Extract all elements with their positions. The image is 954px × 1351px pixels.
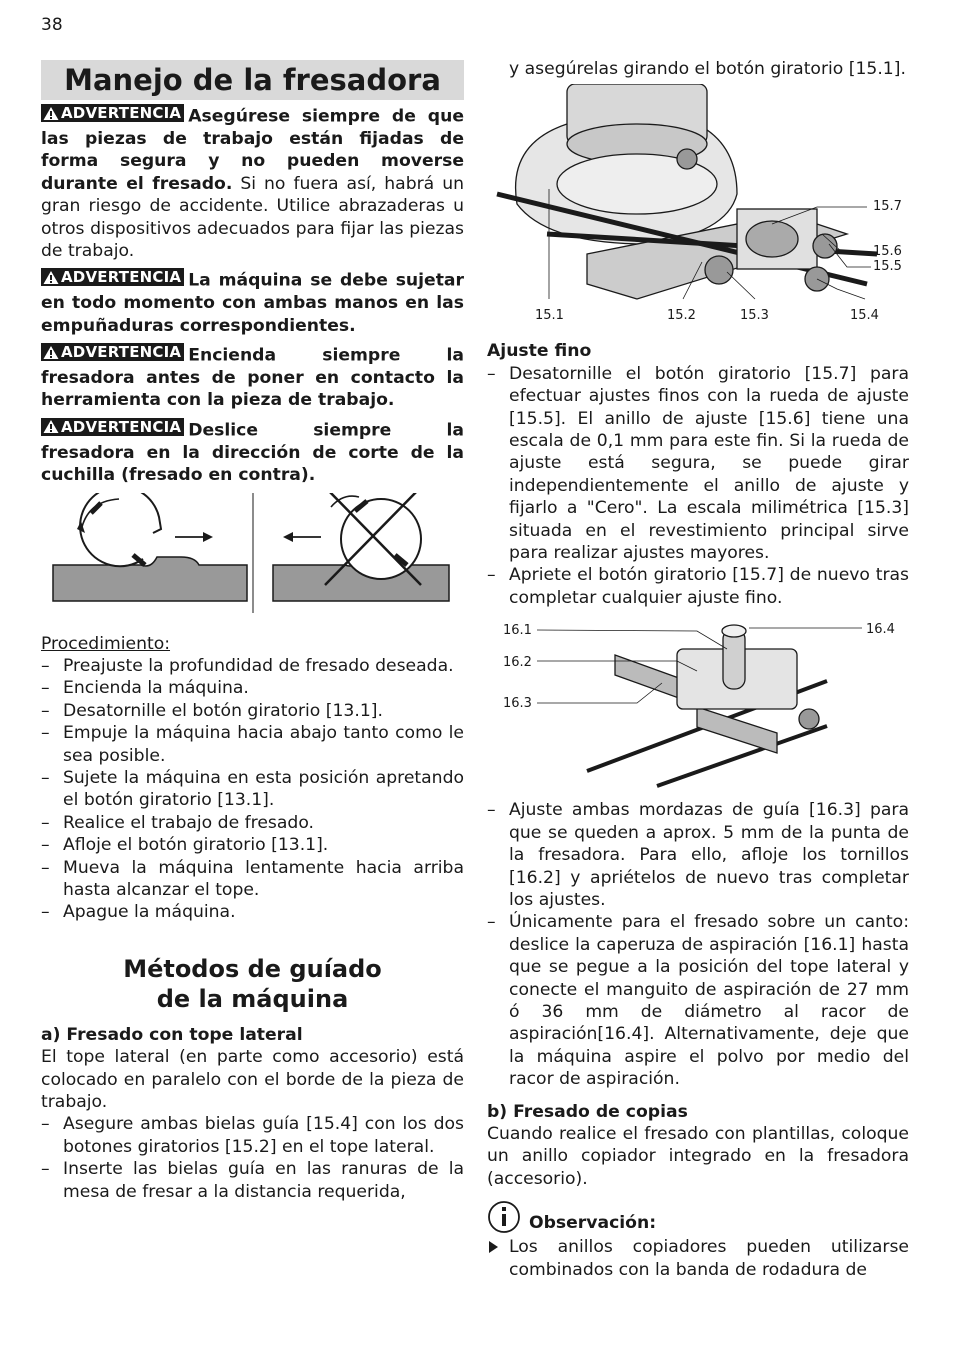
list-item: – Encienda la máquina. [41,677,464,699]
warning-1: ADVERTENCIA Asegúrese siempre de que las piezas de trabajo están fijadas de forma segura y no pueden moverse durante el fresado. Si no fuera así, habrá un gran riesgo de accidente. Utilice abrazaderas u otros dispositivos adecuados para fijar las piezas de trabajo. [41,104,464,261]
list-item: – Ajuste ambas mordazas de guía [16.3] para que se queden a aprox. 5 mm de la punta de la fresadora. Para ello, afloje los tornillos [16.2] y apriételos de nuevo tras completar los ajustes. [487,799,909,911]
page-title: Manejo de la fresadora [41,60,464,100]
list-item: – Realice el trabajo de fresado. [41,812,464,834]
label-15-5: 15.5 [873,259,902,275]
list-item: – Mueva la máquina lentamente hacia arriba hasta alcanzar el tope. [41,857,464,902]
label-15-7: 15.7 [873,199,902,215]
info-icon [487,1200,521,1234]
label-16-2: 16.2 [503,655,532,671]
list-item: – Apriete el botón giratorio [15.7] de nuevo tras completar cualquier ajuste fino. [487,564,909,609]
wrong-direction-figure [273,493,449,601]
label-15-2: 15.2 [667,308,696,324]
label-15-6: 15.6 [873,244,902,260]
warning-2: ADVERTENCIA La máquina se debe sujetar en todo momento con ambas manos en las empuñaduras correspondientes. [41,268,464,336]
procedure-title: Procedimiento: [41,633,171,654]
label-15-1: 15.1 [535,308,564,324]
correct-direction-figure [53,493,247,601]
list-item: – Únicamente para el fresado sobre un canto: deslice la caperuza de aspiración [16.1] hasta que se pegue a la posición del tope lateral y conecte el manguito de aspiración de 27 mm ó 36 mm de diámetro al racor de aspiración[16.4]. Alternativamente, deje que la máquina aspire el polvo por medio del racor de aspiración. [487,911,909,1090]
copy-milling-title: b) Fresado de copias [487,1101,688,1122]
fine-adjust-list [487,363,909,609]
warning-triangle-icon [43,345,59,360]
guide-illustration [587,625,827,786]
list-item: – Sujete la máquina en esta posición apretando el botón giratorio [13.1]. [41,767,464,812]
note-header [487,1200,909,1234]
list-item: – Empuje la máquina hacia abajo tanto como le sea posible. [41,722,464,767]
right-column [487,58,909,1281]
fine-adjust-title: Ajuste fino [487,341,592,362]
list-item: – Inserte las bielas guía en las ranuras de la mesa de fresar a la distancia requerida, [41,1158,464,1203]
note-title: Observación: [529,1212,657,1233]
label-15-4: 15.4 [850,308,879,324]
list-item: – Apague la máquina. [41,901,464,923]
cutting-direction-illustration [41,493,464,623]
router-illustration [497,84,877,299]
guide-jaws-figure [487,621,909,791]
warning-4: ADVERTENCIA Deslice siempre la fresadora en la dirección de corte de la cuchilla (fresado en contra). [41,417,464,486]
copy-milling-text: Cuando realice el fresado con plantillas, coloque un anillo copiador integrado en la fresadora (accesorio). [487,1123,909,1189]
warning-triangle-icon [43,106,59,121]
label-16-3: 16.3 [503,696,532,712]
warning-triangle-icon [43,270,59,285]
section-title: Métodos de guíado de la máquina [123,954,382,1013]
warning-badge: ADVERTENCIA [41,104,184,122]
warning-badge: ADVERTENCIA [41,418,184,436]
subsection-a-text: El tope lateral (en parte como accesorio) está colocado en paralelo con el borde de la pieza de trabajo. [41,1047,464,1112]
label-15-3: 15.3 [740,308,769,324]
list-item: – Desatornille el botón giratorio [15.7] para efectuar ajustes finos con la rueda de ajuste [15.5]. El anillo de ajuste [15.6] tiene una escala de 0,1 mm para este fin. Si la rueda de ajuste está segura, se puede girar independientemente el anillo de ajuste y fijarlo a "Cero". La escala milimétrica [15.3] situada en el revestimiento principal sirve para realizar ajustes mayores. [487,363,909,565]
warning-3: ADVERTENCIA Encienda siempre la fresadora antes de poner en contacto la herramienta con la pieza de trabajo. [41,343,464,411]
subsection-a-list [41,1113,464,1203]
label-16-1: 16.1 [503,623,532,639]
warning-badge: ADVERTENCIA [41,268,184,286]
procedure-list [41,655,464,924]
warning-triangle-icon [43,419,59,434]
left-column [41,60,464,1203]
list-item: – Afloje el botón giratorio [13.1]. [41,834,464,856]
subsection-title-a: a) Fresado con tope lateral [41,1024,303,1045]
note-list [487,1236,909,1281]
label-16-4: 16.4 [866,622,895,638]
warning-badge: ADVERTENCIA [41,343,184,361]
list-item: – Preajuste la profundidad de fresado deseada. [41,655,464,677]
side-stop-figure [487,84,909,334]
list-item: – Asegure ambas bielas guía [15.4] con los dos botones giratorios [15.2] en el tope lateral. [41,1113,464,1158]
list-item: – Desatornille el botón giratorio [13.1]. [41,700,464,722]
list-item: Los anillos copiadores pueden utilizarse combinados con la banda de rodadura de [487,1236,909,1281]
continued-text: y asegúrelas girando el botón giratorio [15.1]. [509,59,906,79]
guide-jaws-list [487,799,909,1090]
page-number: 38 [41,15,63,35]
